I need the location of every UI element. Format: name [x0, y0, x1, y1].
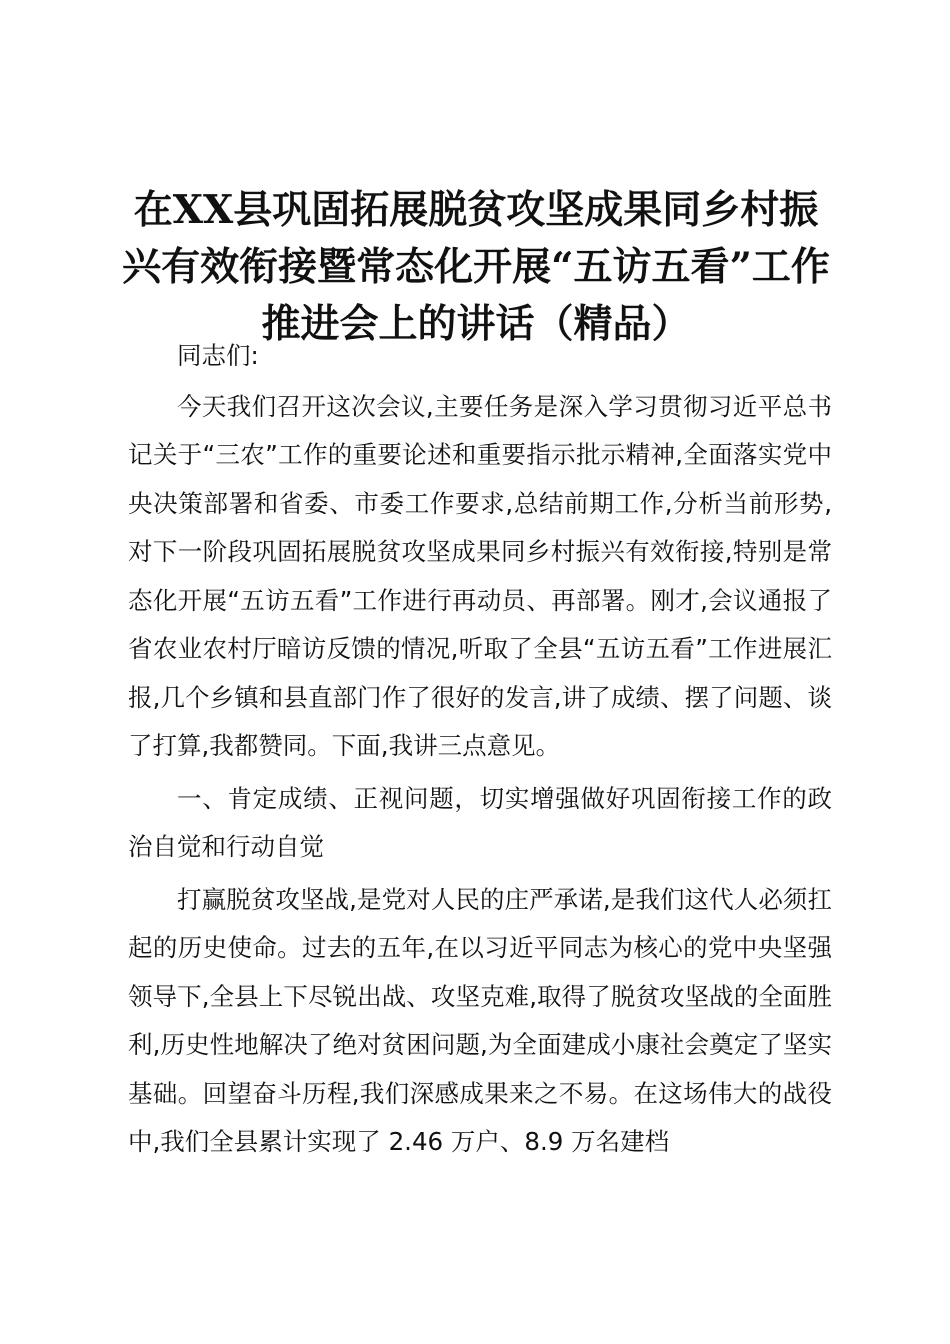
document-body	[128, 332, 832, 1167]
document-title: 在XX县巩固拓展脱贫攻坚成果同乡村振兴有效衔接暨常态化开展“五访五看”工作推进会上的讲话（精品）	[122, 187, 830, 347]
body-paragraph: 打赢脱贫攻坚战,是党对人民的庄严承诺,是我们这代人必须扛起的历史使命。过去的五年,在以习近平同志为核心的党中央坚强领导下,全县上下尽锐出战、攻坚克难,取得了脱贫攻坚战的全面胜利,历史性地解决了绝对贫困问题,为全面建成小康社会奠定了坚实基础。回望奋斗历程,我们深感成果来之不易。在这场伟大的战役中,我们全县累计实现了 2.46 万户、8.9 万名建档	[128, 884, 832, 1156]
salutation: 同志们:	[177, 341, 259, 370]
body-paragraph: 今天我们召开这次会议,主要任务是深入学习贯彻习近平总书记关于“三农”工作的重要论述和重要指示批示精神,全面落实党中央决策部署和省委、市委工作要求,总结前期工作,分析当前形势,对下一阶段巩固拓展脱贫攻坚成果同乡村振兴有效衔接,特别是常态化开展“五访五看”工作进行再动员、再部署。刚才,会议通报了省农业农村厅暗访反馈的情况,听取了全县“五访五看”工作进展汇报,几个乡镇和县直部门作了很好的发言,讲了成绩、摆了问题、谈了打算,我都赞同。下面,我讲三点意见。	[128, 391, 832, 760]
section-heading: 一、肯定成绩、正视问题，切实增强做好巩固衔接工作的政治自觉和行动自觉	[128, 783, 832, 861]
